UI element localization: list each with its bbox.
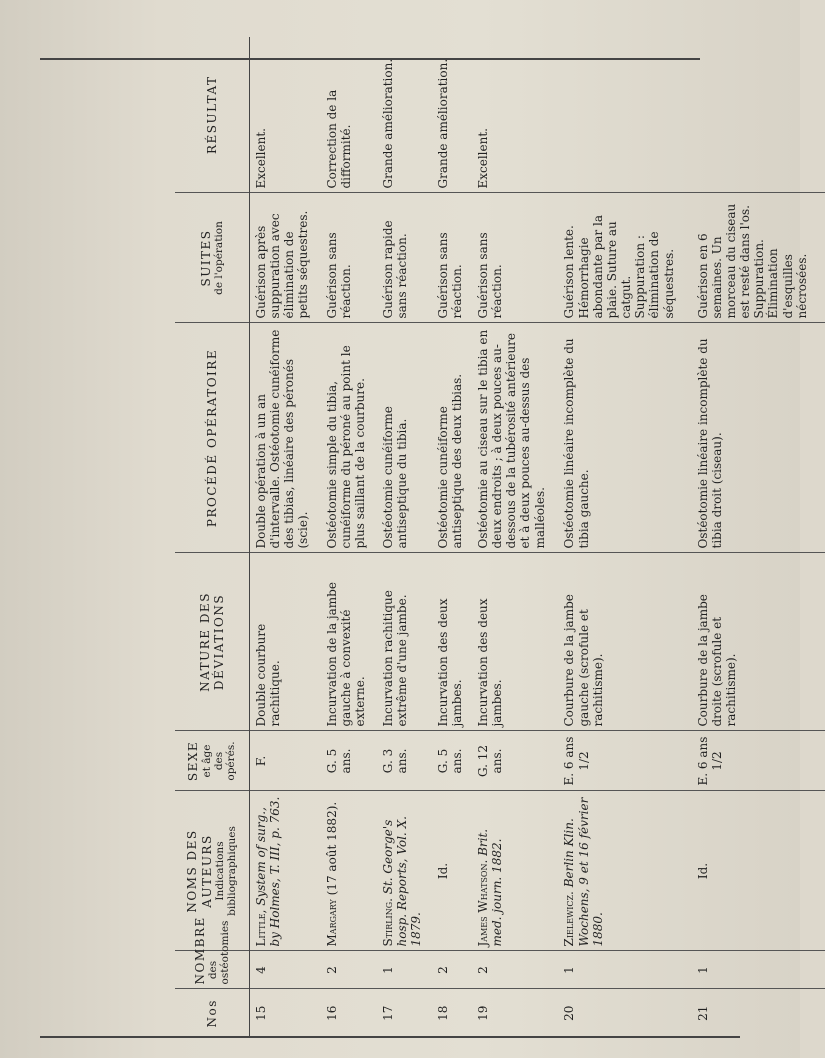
row-resultat	[692, 37, 825, 193]
row-suites: Guérison lente. Hémorrhagie abondante par la plaie. Suture au catgut. Suppuration : élimination de séquestres.	[558, 193, 691, 323]
row-resultat: Correction de la difformité.	[321, 37, 376, 193]
rotated-table-container	[175, 37, 825, 1037]
author-name: Margary	[325, 899, 340, 947]
author-name: Stirling.	[380, 898, 395, 947]
row-nombre: 1	[558, 951, 691, 989]
row-sexe: G. 12 ans.	[472, 731, 559, 791]
row-nature: Incurvation de la jambe gauche à convexité externe.	[321, 553, 376, 731]
table-row	[432, 37, 472, 1037]
row-resultat	[558, 37, 691, 193]
row-nature: Courbure de la jambe droite (scrofule et rachitisme).	[692, 553, 825, 731]
header-suites: SUITES de l'opération	[175, 193, 250, 323]
author-name: James Whatson.	[475, 859, 490, 947]
row-auteur	[432, 791, 472, 951]
row-sexe: E. 6 ans 1/2	[692, 731, 825, 791]
row-sexe: G. 5 ans.	[432, 731, 472, 791]
row-resultat: Grande amélioration.	[432, 37, 472, 193]
row-sexe: E. 6 ans 1/2	[558, 731, 691, 791]
row-auteur	[692, 791, 825, 951]
table-row	[377, 37, 432, 1037]
header-row	[175, 37, 250, 1037]
header-auteurs: NOMS DES AUTEURS Indications bibliographiques	[175, 791, 250, 951]
row-sexe: G. 3 ans.	[377, 731, 432, 791]
header-nature: NATURE DES DÉVIATIONS	[175, 553, 250, 731]
row-nombre: 1	[692, 951, 825, 989]
author-source: (17 août 1882).	[325, 801, 340, 896]
row-nature: Double courbure rachitique.	[250, 553, 322, 731]
row-sexe: G. 5 ans.	[321, 731, 376, 791]
row-nature: Incurvation rachitique extrême d'une jambe.	[377, 553, 432, 731]
author-name: Zielewicz.	[562, 891, 577, 947]
row-procede: Ostéotomie cunéiforme antiseptique du tibia.	[377, 323, 432, 553]
row-resultat: Excellent.	[472, 37, 559, 193]
table-row	[692, 37, 825, 1037]
row-suites: Guérison rapide sans réaction.	[377, 193, 432, 323]
row-nombre: 2	[472, 951, 559, 989]
row-resultat: Grande amélioration.	[377, 37, 432, 193]
header-nombre: NOMBRE des ostéotomies	[175, 951, 250, 989]
header-resultat: RÉSULTAT	[175, 37, 250, 193]
row-nombre: 2	[321, 951, 376, 989]
row-sexe: F.	[250, 731, 322, 791]
row-auteur	[321, 791, 376, 951]
row-no: 17	[380, 1005, 395, 1021]
header-sexe: SEXE et âge des opérés.	[175, 731, 250, 791]
row-no: 15	[254, 1005, 268, 1021]
row-procede: Ostéotomie simple du tibia, cunéiforme du péroné au point le plus saillant de la courbure.	[321, 323, 376, 553]
row-resultat: Excellent.	[250, 37, 322, 193]
row-nombre: 4	[250, 951, 322, 989]
row-auteur	[472, 791, 559, 951]
table-row	[558, 37, 691, 1037]
author-source: Brit. med. journ. 1882.	[475, 828, 505, 947]
row-nature: Courbure de la jambe gauche (scrofule et rachitisme).	[558, 553, 691, 731]
row-no: 19	[475, 1005, 490, 1021]
row-no: 20	[562, 1005, 577, 1021]
row-suites: Guérison sans réaction.	[472, 193, 559, 323]
row-procede: Ostéotomie au ciseau sur le tibia en deux endroits ; à deux pouces au-dessous de la tubérosité antérieure et à deux pouces au-dessus des malléoles.	[472, 323, 559, 553]
row-procede: Ostéotomie linéaire incomplète du tibia droit (ciseau).	[692, 323, 825, 553]
row-no: 21	[695, 1005, 710, 1021]
row-suites: Guérison en 6 semaines. Un morceau du ciseau est resté dans l'os. Suppuration. Élimination d'esquilles nécrosées.	[692, 193, 825, 323]
author-source: Id.	[435, 862, 450, 880]
header-procede: PROCÉDÉ OPÉRATOIRE	[175, 323, 250, 553]
row-no: 16	[325, 1005, 340, 1021]
author-name: Little,	[254, 909, 268, 947]
row-auteur	[250, 791, 322, 951]
row-nombre: 2	[432, 951, 472, 989]
table-row	[321, 37, 376, 1037]
author-source: System of surg., by Holmes, T. III, p. 763.	[254, 796, 283, 947]
row-auteur	[558, 791, 691, 951]
table-row	[250, 37, 322, 1037]
header-no: Nos	[175, 989, 250, 1037]
table-row	[472, 37, 559, 1037]
row-nature: Incurvation des deux jambes.	[472, 553, 559, 731]
row-procede: Ostéotomie linéaire incomplète du tibia gauche.	[558, 323, 691, 553]
row-suites: Guérison sans réaction.	[432, 193, 472, 323]
row-suites: Guérison sans réaction.	[321, 193, 376, 323]
row-no: 18	[435, 1005, 450, 1021]
row-procede: Ostéotomie cunéiforme antiseptique des deux tibias.	[432, 323, 472, 553]
author-source: Id.	[695, 862, 710, 880]
author-source: St. George's hosp. Reports, Vol. X. 1879.	[380, 816, 423, 947]
row-nature: Incurvation des deux jambes.	[432, 553, 472, 731]
row-nombre: 1	[377, 951, 432, 989]
osteotomy-table	[175, 37, 825, 1037]
row-suites: Guérison après suppuration avec élimination de petits séquestres.	[250, 193, 322, 323]
author-source: Berlin Klin. Wochens, 9 et 16 février 1880.	[562, 797, 605, 947]
row-auteur	[377, 791, 432, 951]
row-procede: Double opération à un an d'intervalle. Ostéotomie cunéiforme des tibias, linéaire des péronés (scie).	[250, 323, 322, 553]
